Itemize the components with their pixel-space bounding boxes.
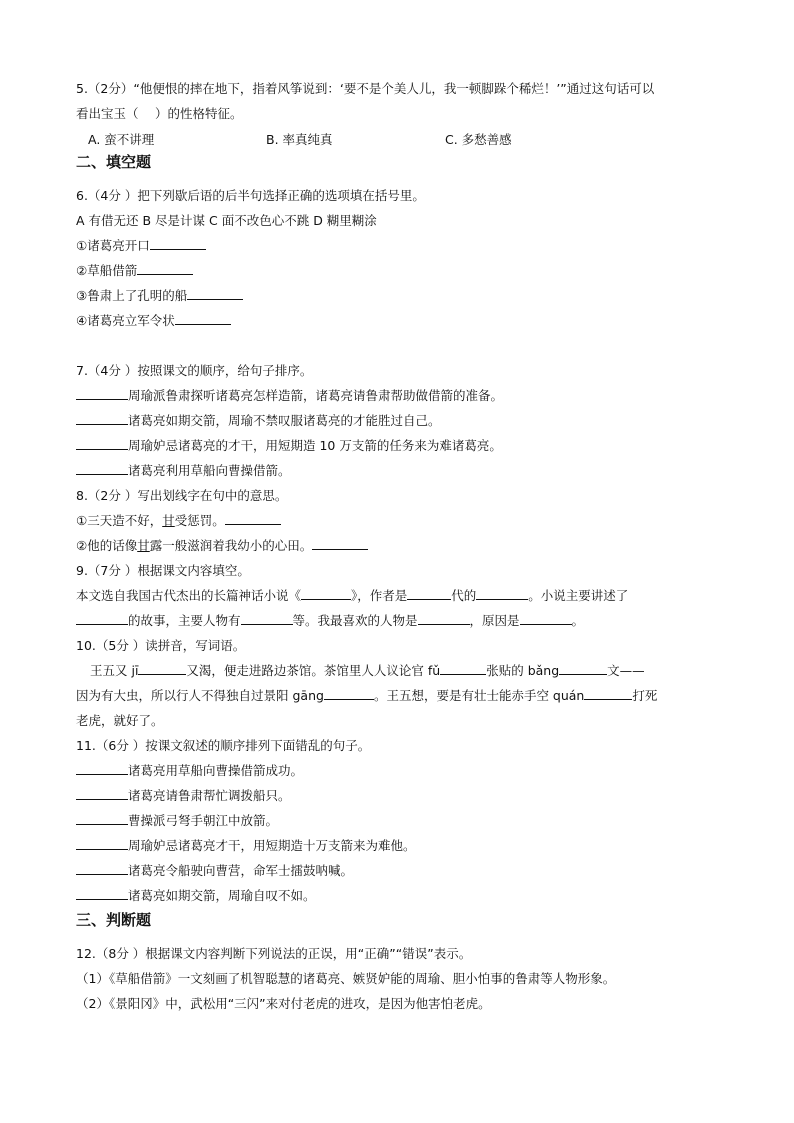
- q10-stem: 10.（5分 ）读拼音，写词语。: [76, 638, 246, 653]
- answer-blank[interactable]: [418, 612, 470, 625]
- section-title-judgement: 三、判断题: [76, 911, 152, 929]
- answer-blank[interactable]: [138, 662, 186, 675]
- q11-item: [76, 887, 316, 905]
- q7-stem: 7.（4分 ）按照课文的顺序，给句子排序。: [76, 363, 313, 378]
- q6-choices: A 有借无还 B 尽是计谋 C 面不改色心不跳 D 糊里糊涂: [76, 213, 377, 228]
- q8-item: [76, 512, 281, 530]
- q8-item1-underlined-char: 甘: [162, 513, 175, 528]
- answer-blank[interactable]: [76, 612, 128, 625]
- q7-item-text: 周瑜妒忌诸葛亮的才干，用短期造 10 万支箭的任务来为难诸葛亮。: [128, 438, 502, 453]
- q10-line2: [76, 687, 657, 705]
- answer-blank[interactable]: [324, 687, 374, 700]
- q6-item-label: ③鲁肃上了孔明的船: [76, 288, 188, 303]
- q5-option-b: B. 率真纯真: [266, 132, 333, 147]
- q8-item2-pre: ②他的话像: [76, 538, 138, 553]
- q12-item: （2）《景阳冈》中，武松用“三闪”来对付老虎的进攻，是因为他害怕老虎。: [76, 996, 491, 1011]
- q5-stem-line2: 看出宝玉（ ）的性格特征。: [76, 106, 243, 121]
- answer-blank[interactable]: [76, 837, 128, 850]
- q8-item: [76, 537, 368, 555]
- q7-item: [76, 387, 503, 405]
- q5-option-a: A. 蛮不讲理: [88, 132, 155, 147]
- answer-blank[interactable]: [76, 862, 128, 875]
- q12-stem: 12.（8分 ）根据课文内容判断下列说法的正误，用“正确”“错误”表示。: [76, 946, 472, 961]
- q11-item-text: 周瑜妒忌诸葛亮才干，用短期造十万支箭来为难他。: [128, 838, 416, 853]
- q9-stem: 9.（7分 ）根据课文内容填空。: [76, 563, 250, 578]
- q10-text: 。王五想，要是有壮士能赤手空 quán: [373, 688, 585, 703]
- q6-item-label: ②草船借箭: [76, 263, 138, 278]
- q7-item: [76, 462, 291, 480]
- q11-item: [76, 862, 353, 880]
- answer-blank[interactable]: [137, 262, 193, 275]
- q9-text: 的故事，主要人物有: [128, 613, 241, 628]
- q11-item: [76, 787, 291, 805]
- answer-blank[interactable]: [175, 312, 231, 325]
- q9-text: 本文选自我国古代杰出的长篇神话小说《: [76, 588, 302, 603]
- answer-blank[interactable]: [407, 587, 451, 600]
- q8-stem: 8.（2分 ）写出划线字在句中的意思。: [76, 488, 288, 503]
- q8-item2-post: 露一般滋润着我幼小的心田。: [149, 538, 313, 553]
- q7-item-text: 周瑜派鲁肃探听诸葛亮怎样造箭，诸葛亮请鲁肃帮助做借箭的准备。: [128, 388, 504, 403]
- answer-blank[interactable]: [584, 687, 632, 700]
- q9-text: 等。我最喜欢的人物是: [292, 613, 418, 628]
- q11-stem: 11.（6分 ）按课文叙述的顺序排列下面错乱的句子。: [76, 738, 371, 753]
- q10-text: 打死: [632, 688, 658, 703]
- answer-blank[interactable]: [76, 787, 128, 800]
- q11-item: [76, 812, 278, 830]
- q11-item: [76, 762, 303, 780]
- q6-item-label: ④诸葛亮立军令状: [76, 313, 175, 328]
- q9-line2: [76, 612, 584, 630]
- q9-line1: [76, 587, 628, 605]
- q9-text: 。小说主要讲述了: [528, 588, 629, 603]
- answer-blank[interactable]: [150, 237, 206, 250]
- q5-options: [88, 131, 728, 149]
- q9-text: 。: [571, 613, 585, 628]
- q7-item-text: 诸葛亮利用草船向曹操借箭。: [128, 463, 291, 478]
- q6-item: [76, 312, 231, 330]
- q7-item: [76, 412, 441, 430]
- answer-blank[interactable]: [440, 662, 486, 675]
- answer-blank[interactable]: [76, 762, 128, 775]
- q8-item1-post: 受惩罚。: [174, 513, 225, 528]
- q9-text: 代的: [451, 588, 477, 603]
- q5-option-c: C. 多愁善感: [445, 132, 512, 147]
- answer-blank[interactable]: [225, 512, 281, 525]
- q11-item: [76, 837, 416, 855]
- q8-item1-pre: ①三天造不好，: [76, 513, 163, 528]
- q10-text: 王五又 jī: [90, 663, 139, 678]
- q10-text: 又渴，便走进路边茶馆。茶馆里人人议论官 fǔ: [186, 663, 441, 678]
- answer-blank[interactable]: [76, 437, 128, 450]
- section-title-fill-in: 二、填空题: [76, 153, 152, 171]
- q10-line3: 老虎，就好了。: [76, 713, 164, 728]
- answer-blank[interactable]: [76, 462, 128, 475]
- answer-blank[interactable]: [76, 887, 128, 900]
- q10-text: 因为有大虫，所以行人不得独自过景阳 gāng: [76, 688, 324, 703]
- q6-item: [76, 287, 243, 305]
- answer-blank[interactable]: [559, 662, 607, 675]
- q9-text: ，原因是: [469, 613, 520, 628]
- answer-blank[interactable]: [76, 387, 128, 400]
- q6-item: [76, 262, 193, 280]
- q11-item-text: 诸葛亮如期交箭，周瑜自叹不如。: [128, 888, 316, 903]
- q11-item-text: 诸葛亮令船驶向曹营，命军士擂鼓呐喊。: [128, 863, 354, 878]
- q10-line1: [90, 662, 645, 680]
- answer-blank[interactable]: [312, 537, 368, 550]
- answer-blank[interactable]: [241, 612, 293, 625]
- q12-item: （1）《草船借箭》一文刻画了机智聪慧的诸葛亮、嫉贤妒能的周瑜、胆小怕事的鲁肃等人物形象。: [76, 971, 616, 986]
- q5-stem-line1: 5.（2分）“他便恨的摔在地下，指着风筝说到：‘要不是个美人儿，我一顿脚跺个稀烂！’”通过这句话可以: [76, 81, 655, 96]
- answer-blank[interactable]: [76, 412, 128, 425]
- q10-text: 文——: [607, 663, 645, 678]
- q11-item-text: 诸葛亮请鲁肃帮忙调拨船只。: [128, 788, 291, 803]
- q7-item: [76, 437, 502, 455]
- answer-blank[interactable]: [520, 612, 572, 625]
- answer-blank[interactable]: [76, 812, 128, 825]
- q11-item-text: 诸葛亮用草船向曹操借箭成功。: [128, 763, 304, 778]
- q9-text: 》，作者是: [351, 588, 408, 603]
- q6-stem: 6.（4分 ）把下列歇后语的后半句选择正确的选项填在括号里。: [76, 188, 425, 203]
- answer-blank[interactable]: [187, 287, 243, 300]
- q11-item-text: 曹操派弓弩手朝江中放箭。: [128, 813, 279, 828]
- q6-item: [76, 237, 206, 255]
- q7-item-text: 诸葛亮如期交箭，周瑜不禁叹服诸葛亮的才能胜过自己。: [128, 413, 441, 428]
- q8-item2-underlined-char: 甘: [137, 538, 150, 553]
- answer-blank[interactable]: [476, 587, 528, 600]
- q6-item-label: ①诸葛亮开口: [76, 238, 150, 253]
- answer-blank[interactable]: [301, 587, 351, 600]
- q10-text: 张贴的 bǎng: [486, 663, 560, 678]
